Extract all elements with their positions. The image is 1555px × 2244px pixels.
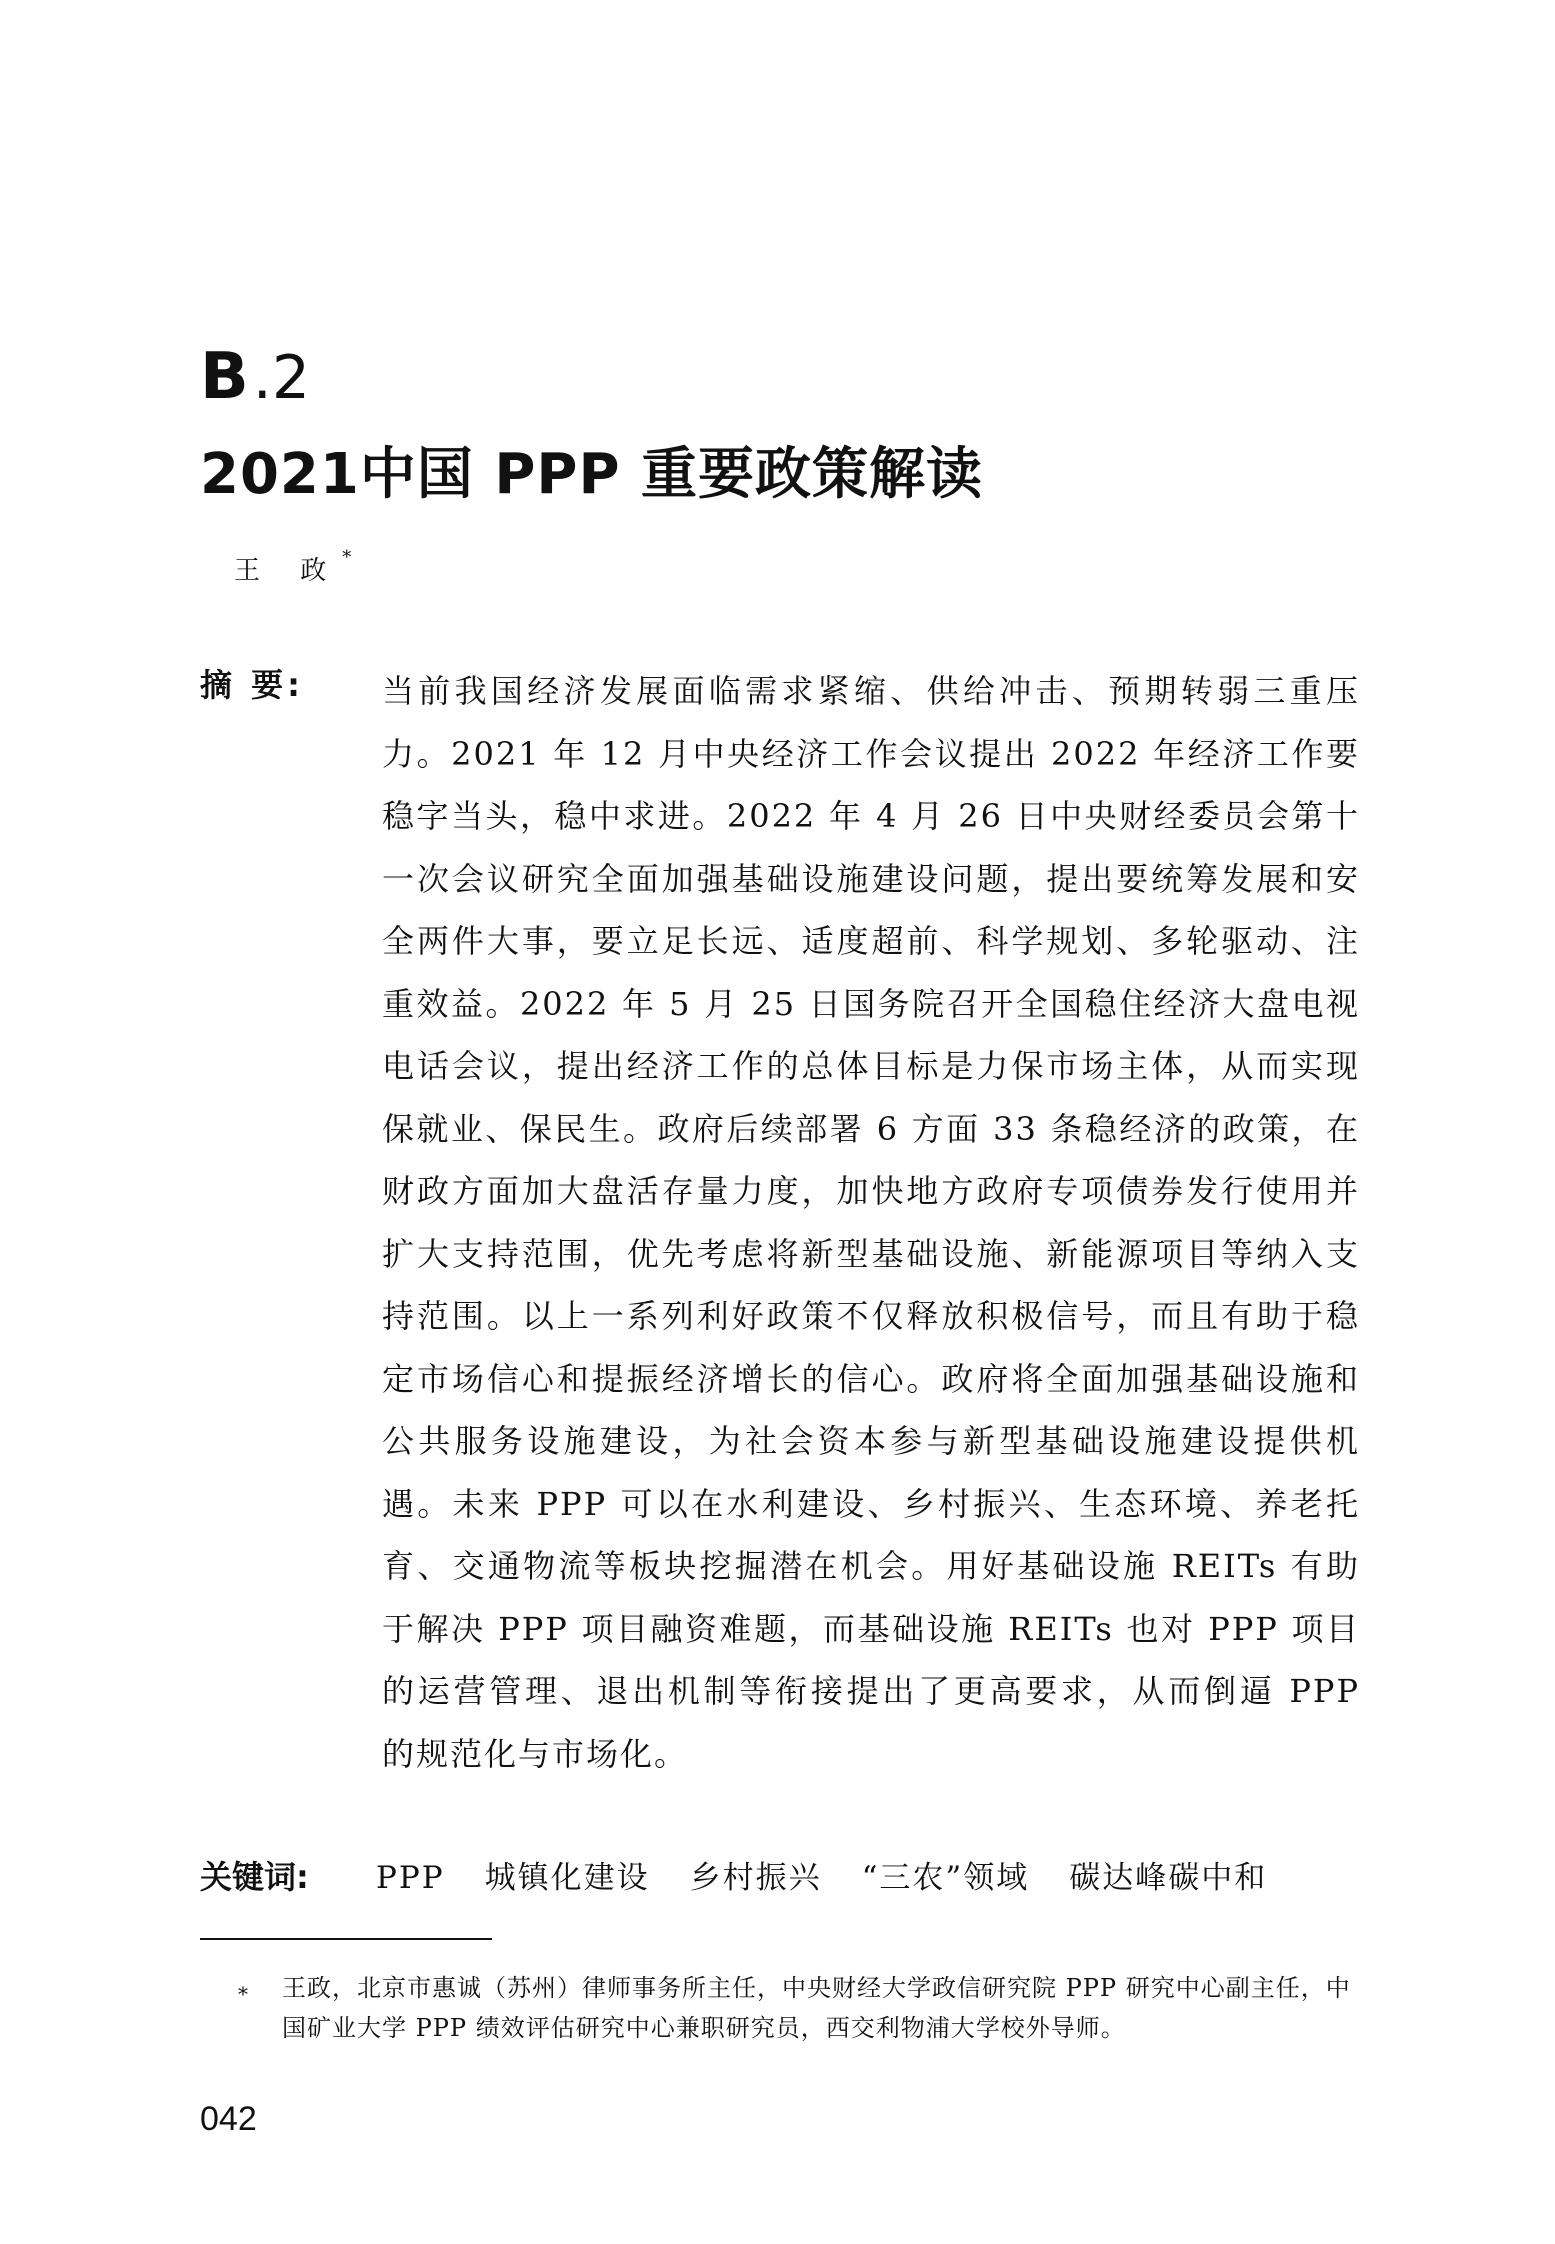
keyword: PPP (376, 1860, 445, 1896)
keyword: 乡村振兴 (689, 1860, 822, 1896)
page-number: 042 (200, 2100, 257, 2138)
keywords-label: 关键词: (200, 1858, 309, 1896)
abstract-label: 摘 要: (200, 666, 304, 704)
page-title: 2021中国 PPP 重要政策解读 (200, 442, 983, 507)
footnote-divider (200, 1938, 492, 1940)
series-letter: B (200, 340, 247, 414)
author-name: 王 政 (234, 556, 343, 586)
keyword: 碳达峰碳中和 (1069, 1860, 1268, 1896)
keyword: “三农”领域 (861, 1860, 1030, 1896)
abstract (200, 660, 1360, 1785)
abstract-text: 当前我国经济发展面临需求紧缩、供给冲击、预期转弱三重压力。2021 年 12 月中央经济工作会议提出 2022 年经济工作要稳字当头，稳中求进。2022 年 4 月 26 日中央财经委员会第十一次会议研究全面加强基础设施建设问题，提出要统筹发展和安全两件大事，要立足长远、适度超前、科学规划、多轮驱动、注重效益。2022 年 5 月 25 日国务院召开全国稳住经济大盘电视电话会议，提出经济工作的总体目标是力保市场主体，从而实现保就业、保民生。政府后续部署 6 方面 33 条稳经济的政策，在财政方面加大盘活存量力度，加快地方政府专项债券发行使用并扩大支持范围，优先考虑将新型基础设施、新能源项目等纳入支持范围。以上一系列利好政策不仅释放积极信号，而且有助于稳定市场信心和提振经济增长的信心。政府将全面加强基础设施和公共服务设施建设，为社会资本参与新型基础设施建设提供机遇。未来 PPP 可以在水利建设、乡村振兴、生态环境、养老托育、交通物流等板块挖掘潜在机会。用好基础设施 REITs 有助于解决 PPP 项目融资难题，而基础设施 REITs 也对 PPP 项目的运营管理、退出机制等衔接提出了更高要求，从而倒逼 PPP 的规范化与市场化。 (382, 672, 1360, 1773)
footnote-text: 王政，北京市惠诚（苏州）律师事务所主任，中央财经大学政信研究院 PPP 研究中心副主任，中国矿业大学 PPP 绩效评估研究中心兼职研究员，西交利物浦大学校外导师。 (282, 1974, 1351, 2042)
footnote (238, 1968, 1360, 2048)
keywords (200, 1852, 1307, 1898)
author (234, 547, 352, 587)
keyword: 城镇化建设 (484, 1860, 650, 1896)
author-footnote-mark: * (342, 547, 352, 569)
footnote-mark: * (238, 1982, 248, 2006)
series-mark (200, 340, 310, 414)
series-number: .2 (252, 343, 311, 413)
